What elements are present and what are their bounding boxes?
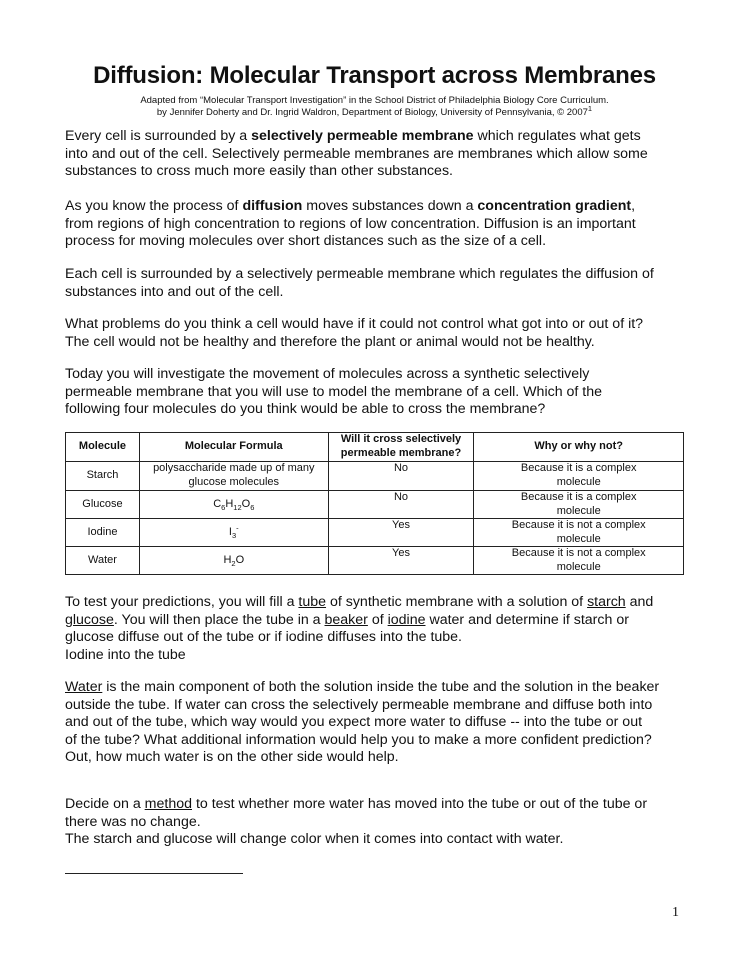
cell-formula: $C_6H_{12}O_6$ bbox=[139, 491, 328, 519]
subtitle-line-2: by Jennifer Doherty and Dr. Ingrid Waldron, Department of Biology, University of Pennsylvania, © 2007$^1$ bbox=[156, 103, 593, 118]
cell-cross: Yes bbox=[328, 547, 474, 575]
cell-formula: $I_3^-$ bbox=[139, 519, 328, 547]
subtitle-line-1: Adapted from “Molecular Transport Investigation” in the School District of Philadelphia Biology Core Curriculum. bbox=[140, 95, 609, 106]
table-row bbox=[66, 519, 684, 547]
footnote-divider bbox=[65, 873, 243, 874]
cell-formula: $H_2O$ bbox=[139, 547, 328, 575]
header-why: Why or why not? bbox=[474, 433, 684, 462]
table-row bbox=[66, 462, 684, 491]
paragraph-water: Water is the main component of both the solution inside the tube and the solution in the beaker outside the tube. If water can cross the selectively permeable membrane and diffuse both into and out of the tube, which way would you expect more water to diffuse -- into the tube or out of the tube? What additional information would help you to make a more confident prediction? Out, how much water is on the other side would help. bbox=[65, 679, 660, 766]
term-tube: tube bbox=[298, 594, 327, 610]
paragraph-question-problems: What problems do you think a cell would have if it could not control what got into or out of it? The cell would not be healthy and therefore the plant or animal would not be healthy. bbox=[65, 316, 644, 350]
cell-why: Because it is a complex molecule bbox=[474, 491, 684, 519]
paragraph-method: Decide on a method to test whether more water has moved into the tube or out of the tube or there was no change. The starch and glucose will change color when it comes into contact with water. bbox=[65, 796, 648, 848]
cell-cross: Yes bbox=[328, 519, 474, 547]
cell-cross: No bbox=[328, 491, 474, 519]
table-row bbox=[66, 547, 684, 575]
cell-molecule: Iodine bbox=[66, 519, 140, 547]
cell-cross: No bbox=[328, 462, 474, 491]
term-glucose: glucose bbox=[65, 611, 114, 628]
term-selectively-permeable-membrane: selectively permeable membrane bbox=[251, 128, 474, 144]
cell-why: Because it is a complex molecule bbox=[474, 462, 684, 491]
cell-formula: polysaccharide made up of many glucose molecules bbox=[139, 462, 328, 491]
cell-molecule: Starch bbox=[66, 462, 140, 491]
cell-why: Because it is not a complex molecule bbox=[474, 547, 684, 575]
footnote-mark: 1 bbox=[587, 103, 593, 113]
cell-why: Because it is not a complex molecule bbox=[474, 519, 684, 547]
paragraph-investigation: Today you will investigate the movement of molecules across a synthetic selectively permeable membrane that you will use to model the membrane of a cell. Which of the following four molecules do you think would be able to cross the membrane? bbox=[65, 366, 603, 418]
header-cross: Will it cross selectively permeable membrane? bbox=[328, 433, 474, 462]
term-iodine: iodine bbox=[387, 611, 426, 628]
page-title: Diffusion: Molecular Transport across Membranes bbox=[93, 62, 656, 89]
term-water: Water bbox=[65, 679, 103, 695]
table-row bbox=[66, 491, 684, 519]
paragraph-diffusion: As you know the process of diffusion moves substances down a concentration gradient, from regions of high concentration to regions of low concentration. Diffusion is an important process for moving molecules over short distances such as the size of a cell. bbox=[65, 198, 636, 250]
paragraph-membrane-intro: Every cell is surrounded by a selectively permeable membrane which regulates what gets into and out of the cell. Selectively permeable membranes are membranes which allow some substances to cross much more easily than other substances. bbox=[65, 128, 648, 180]
table-header-row bbox=[66, 433, 684, 462]
predictions-table bbox=[65, 432, 684, 575]
paragraph-test-predictions: To test your predictions, you will fill a tube of synthetic membrane with a solution of starch and glucose. You will then place the tube in a beaker of iodine water and determine if starch or glucose diffuse out of the tube or if iodine diffuses into the tube. Iodine into the tube bbox=[65, 594, 654, 663]
cell-molecule: Water bbox=[66, 547, 140, 575]
term-starch: starch bbox=[587, 594, 626, 610]
paragraph-cell-membrane: Each cell is surrounded by a selectively permeable membrane which regulates the diffusion of substances into and out of the cell. bbox=[65, 266, 654, 300]
cell-molecule: Glucose bbox=[66, 491, 140, 519]
term-concentration-gradient: concentration gradient bbox=[477, 198, 632, 214]
term-beaker: beaker bbox=[324, 611, 368, 628]
term-diffusion: diffusion bbox=[242, 198, 303, 214]
header-molecule: Molecule bbox=[66, 433, 140, 462]
term-method: method bbox=[144, 796, 192, 812]
page-number: 1 bbox=[672, 905, 679, 920]
header-formula: Molecular Formula bbox=[139, 433, 328, 462]
